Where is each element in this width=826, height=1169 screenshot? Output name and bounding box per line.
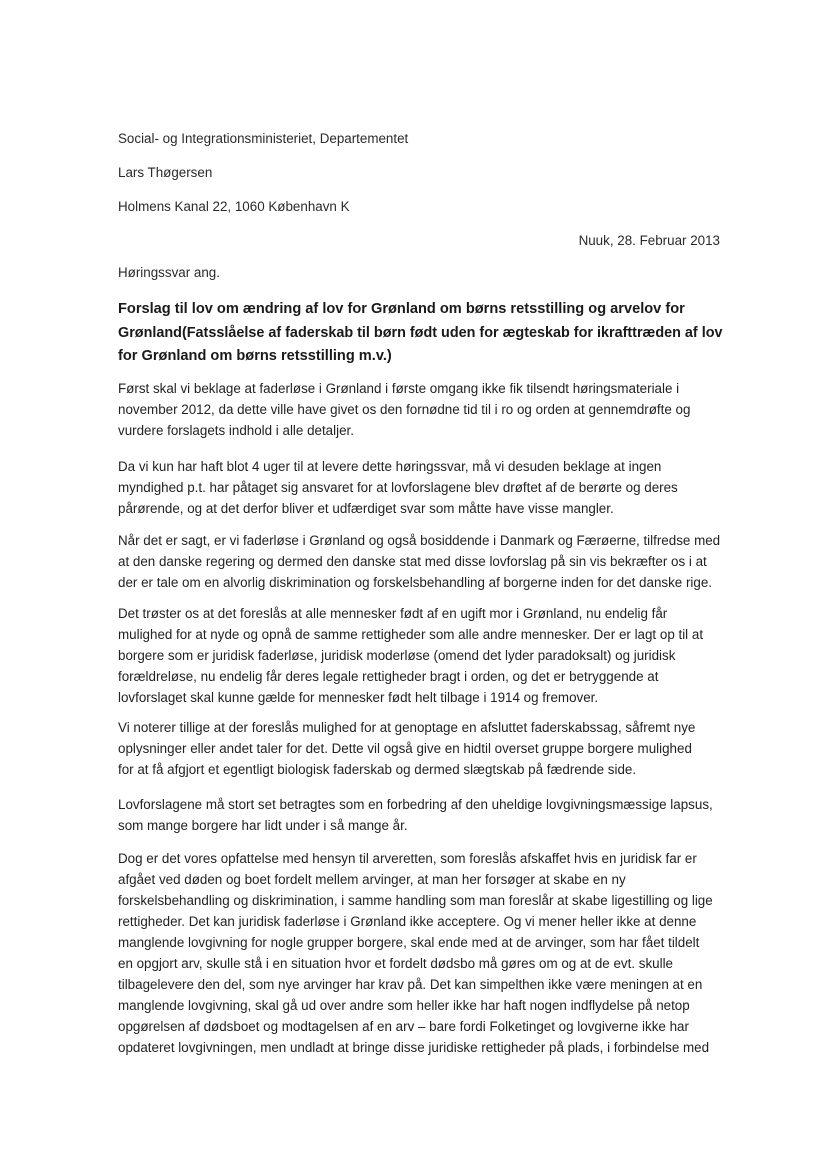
paragraph — [118, 530, 723, 593]
subject-prefix: Høringssvar ang. — [118, 265, 220, 280]
paragraph-line: Lovforslagene må stort set betragtes som en forbedring af den uheldige lovgivningsmæssige lapsus, — [118, 797, 713, 812]
paragraph-line: borgere som er juridisk faderløse, juridisk moderløse (omend det lyder paradoksalt) og juridisk — [118, 648, 676, 663]
paragraph-line: oplysninger eller andet taler for det. Dette vil også give en hidtil overset gruppe borgere mulighed — [118, 741, 692, 756]
title-line: Forslag til lov om ændring af lov for Grønland om børns retsstilling og arvelov for — [118, 301, 685, 317]
paragraph-line: forskelsbehandling og diskrimination, i samme handling som man foreslår at skabe ligestilling og lige — [118, 893, 713, 908]
paragraph-line: Det trøster os at det foreslås at alle mennesker født af en ugift mor i Grønland, nu endelig får — [118, 606, 668, 621]
paragraph-line: der er tale om en alvorlig diskrimination og forskelsbehandling af borgerne inden for det danske rige. — [118, 575, 712, 590]
title-line: for Grønland om børns retsstilling m.v.) — [118, 348, 392, 364]
paragraph-line: lovforslaget skal kunne gælde for mennesker født helt tilbage i 1914 og fremover. — [118, 690, 599, 705]
document-page — [118, 0, 723, 1169]
recipient-name: Lars Thøgersen — [118, 165, 213, 180]
paragraph — [118, 794, 723, 836]
paragraph-line: at den danske regering og dermed den danske stat med disse lovforslag på sin vis bekræfter os i at — [118, 554, 707, 569]
paragraph-line: mulighed for at nyde og opnå de samme rettigheder som alle andre mennesker. Der er lagt op til at — [118, 627, 704, 642]
paragraph — [118, 717, 723, 780]
paragraph-line: rettigheder. Det kan juridisk faderløse i Grønland ikke acceptere. Og vi mener heller ikke at denne — [118, 914, 697, 929]
paragraph-line: tilbagelevere den del, som nye arvinger har krav på. Det kan simpelthen ikke være meningen at en — [118, 977, 703, 992]
title-line: Grønland(Fatsslåelse af faderskab til børn født uden for ægteskab for ikrafttræden af lov — [118, 324, 723, 341]
paragraph-line: november 2012, da dette ville have givet os den fornødne tid til i ro og orden at gennemdrøfte og — [118, 402, 691, 417]
paragraph-line: opgørelsen af dødsboet og modtagelsen af en arv – bare fordi Folketinget og lovgiverne ikke har — [118, 1019, 689, 1034]
paragraph-line: som mange borgere har lidt under i så mange år. — [118, 818, 408, 833]
paragraph-line: opdateret lovgivningen, men undladt at bringe disse juridiske rettigheder på plads, i forbindelse med — [118, 1040, 710, 1055]
paragraph-line: manglende lovgivning, skal gå ud over andre som heller ikke har haft nogen indflydelse på netop — [118, 998, 690, 1013]
paragraph-line: vurdere forslagets indhold i alle detaljer. — [118, 423, 354, 438]
paragraph — [118, 848, 723, 1058]
paragraph-line: for at få afgjort et egentligt biologisk faderskab og dermed slægtskab på fædrende side. — [118, 762, 637, 777]
paragraph — [118, 456, 723, 519]
paragraph-line: Da vi kun har haft blot 4 uger til at levere dette høringssvar, må vi desuden beklage at ingen — [118, 459, 662, 474]
document-title — [118, 298, 723, 369]
paragraph — [118, 378, 723, 441]
paragraph-line: Vi noterer tillige at der foreslås mulighed for at genoptage en afsluttet faderskabssag, såfremt nye — [118, 720, 696, 735]
paragraph-line: afgået ved døden og boet fordelt mellem arvinger, at man her forsøger at skabe en ny — [118, 872, 626, 887]
recipient-address: Holmens Kanal 22, 1060 København K — [118, 199, 350, 214]
paragraph-line: myndighed p.t. har påtaget sig ansvaret for at lovforslagene blev drøftet af de berørte og deres — [118, 480, 678, 495]
paragraph-line: manglende lovgivning for nogle grupper borgere, skal ende med at de arvinger, som har fået tildelt — [118, 935, 700, 950]
paragraph-line: Dog er det vores opfattelse med hensyn til arveretten, som foreslås afskaffet hvis en juridisk far er — [118, 851, 697, 866]
date-line: Nuuk, 28. Februar 2013 — [578, 233, 720, 248]
paragraph-line: pårørende, og at det derfor bliver et udfærdiget svar som måtte have visse mangler. — [118, 501, 614, 516]
paragraph — [118, 603, 723, 708]
recipient-organisation: Social- og Integrationsministeriet, Departementet — [118, 131, 409, 146]
paragraph-line: Først skal vi beklage at faderløse i Grønland i første omgang ikke fik tilsendt høringsmateriale i — [118, 381, 680, 396]
paragraph-line: Når det er sagt, er vi faderløse i Grønland og også bosiddende i Danmark og Færøerne, tilfredse med — [118, 533, 721, 548]
paragraph-line: forældreløse, nu endelig får deres legale rettigheder bragt i orden, og det er betryggende at — [118, 669, 659, 684]
paragraph-line: en opgjort arv, skulle stå i en situation hvor et fordelt dødsbo må gøres om og at de evt. skulle — [118, 956, 673, 971]
